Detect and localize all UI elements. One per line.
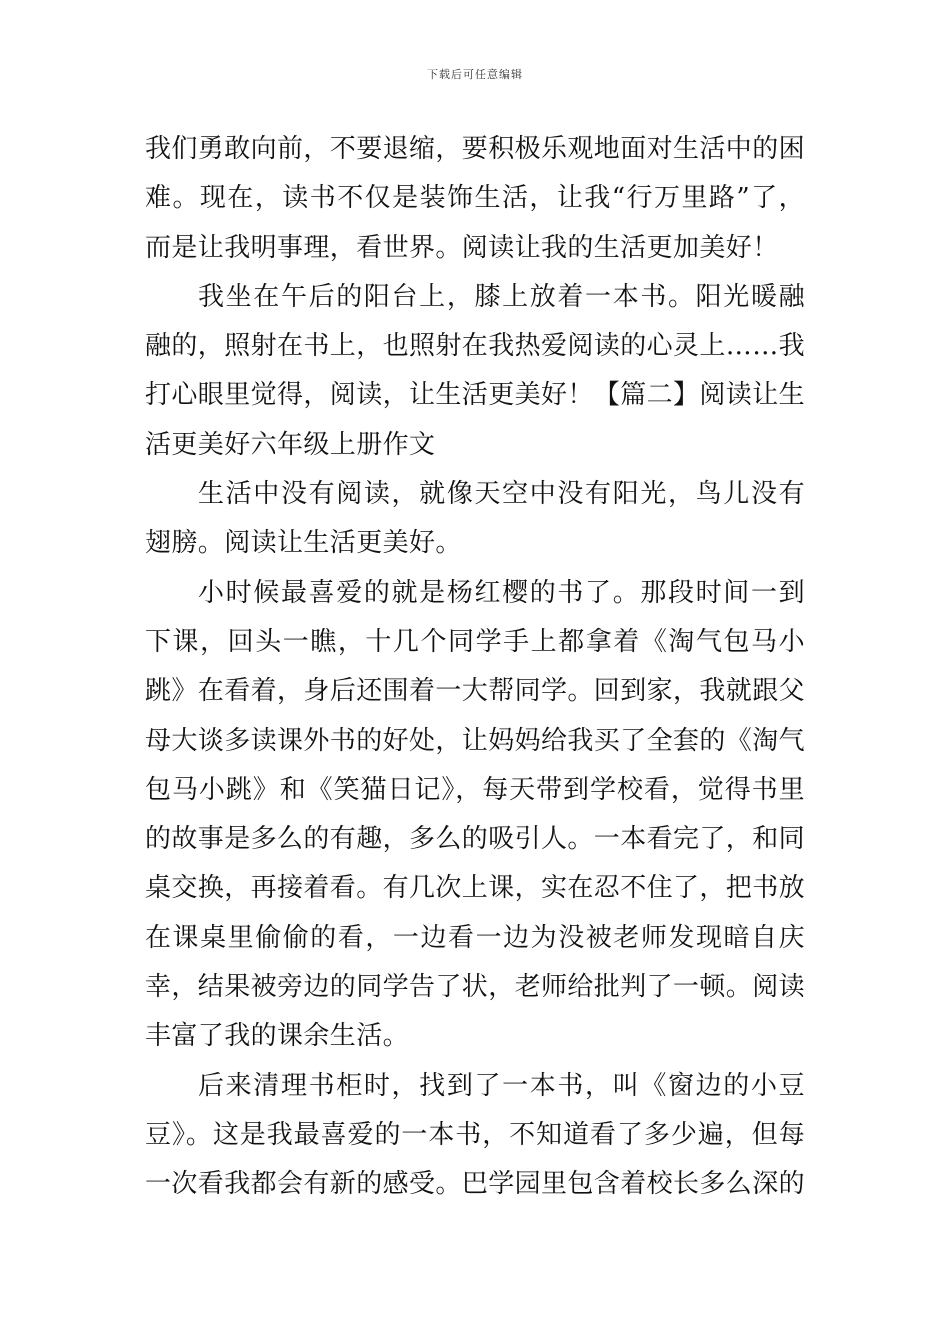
paragraph-1: 我们勇敢向前，不要退缩，要积极乐观地面对生活中的困难。现在，读书不仅是装饰生活，让我“行万里路”了，而是让我明事理，看世界。阅读让我的生活更加美好！ bbox=[145, 134, 806, 263]
paragraph-5: 后来清理书柜时，找到了一本书，叫《窗边的小豆豆》。这是我最喜爱的一本书，不知道看了多少遍，但每一次看我都会有新的感受。巴学园里包含着校长多么深的 bbox=[145, 1070, 806, 1200]
paragraph-2: 我坐在午后的阳台上，膝上放着一本书。阳光暖融融的，照射在书上，也照射在我热爱阅读的心灵上……我打心眼里觉得，阅读，让生活更美好！【篇二】阅读让生活更美好六年级上册作文 bbox=[145, 281, 806, 460]
paragraph-3: 生活中没有阅读，就像天空中没有阳光，鸟儿没有翅膀。阅读让生活更美好。 bbox=[145, 479, 805, 559]
body-text bbox=[145, 125, 805, 1210]
header-note: 下载后可任意编辑 bbox=[427, 68, 523, 81]
paragraph-4: 小时候最喜爱的就是杨红樱的书了。那段时间一到下课，回头一瞧，十几个同学手上都拿着《淘气包马小跳》在看着，身后还围着一大帮同学。回到家，我就跟父母大谈多读课外书的好处，让妈妈给我买了全套的《淘气包马小跳》和《笑猫日记》，每天带到学校看，觉得书里的故事是多么的有趣，多么的吸引人。一本看完了，和同桌交换，再接着看。有几次上课，实在忍不住了，把书放在课桌里偷偷的看，一边看一边为没被老师发现暗自庆幸，结果被旁边的同学告了状，老师给批判了一顿。阅读丰富了我的课余生活。 bbox=[145, 577, 806, 1052]
